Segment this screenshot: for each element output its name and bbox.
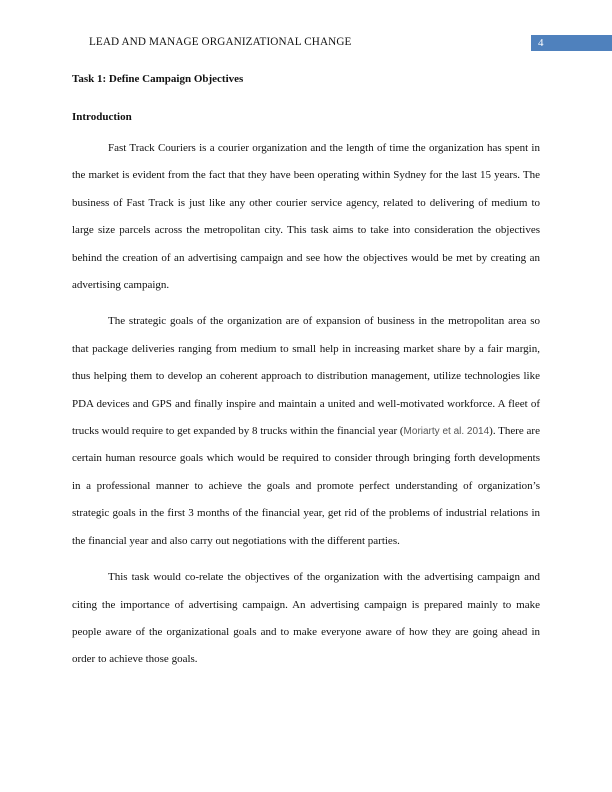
document-body bbox=[72, 70, 540, 674]
paragraph-1: Fast Track Couriers is a courier organization and the length of time the organization has spent in the market is evident from the fact that they have been operating within Sydney for the last 15 years. The business of Fast Track is just like any other courier service agency, related to delivering of medium to large size parcels across the metropolitan city. This task aims to take into consideration the objectives behind the creation of an advertising campaign and see how the objectives would be met by creating an advertising campaign. bbox=[72, 142, 540, 292]
introduction-heading: Introduction bbox=[72, 111, 132, 123]
citation: Moriarty et al. 2014 bbox=[403, 426, 490, 438]
paragraph-3: This task would co-relate the objectives of the organization with the advertising campaign and citing the importance of advertising campaign. An advertising campaign is prepared mainly to make people aware of the organizational goals and to make everyone aware of how they are going ahead in order to achieve those goals. bbox=[72, 571, 540, 666]
page-number-box bbox=[531, 35, 612, 51]
paragraph-2-text-start: The strategic goals of the organization are of expansion of business in the metropolitan area so that package deliveries ranging from medium to small help in increasing market share by a fair margin, thus helping them to develop an coherent approach to distribution management, utilize technologies like PDA devices and GPS and finally inspire and maintain a united and well-motivated workforce. A fleet of trucks would require to get expanded by 8 trucks within the financial year ( bbox=[72, 315, 540, 438]
task-heading: Task 1: Define Campaign Objectives bbox=[72, 73, 244, 85]
running-header-title: LEAD AND MANAGE ORGANIZATIONAL CHANGE bbox=[89, 36, 352, 48]
page-number: 4 bbox=[538, 37, 544, 49]
paragraph-2-text-end: ). There are certain human resource goals which would be required to consider through bringing forth developments in a professional manner to achieve the goals and promote perfect understanding of organization’s strategic goals in the first 3 months of the financial year, get rid of the problems of industrial relations in the financial year and also carry out negotiations with the different parties. bbox=[72, 425, 540, 547]
paragraph-2 bbox=[72, 308, 540, 555]
